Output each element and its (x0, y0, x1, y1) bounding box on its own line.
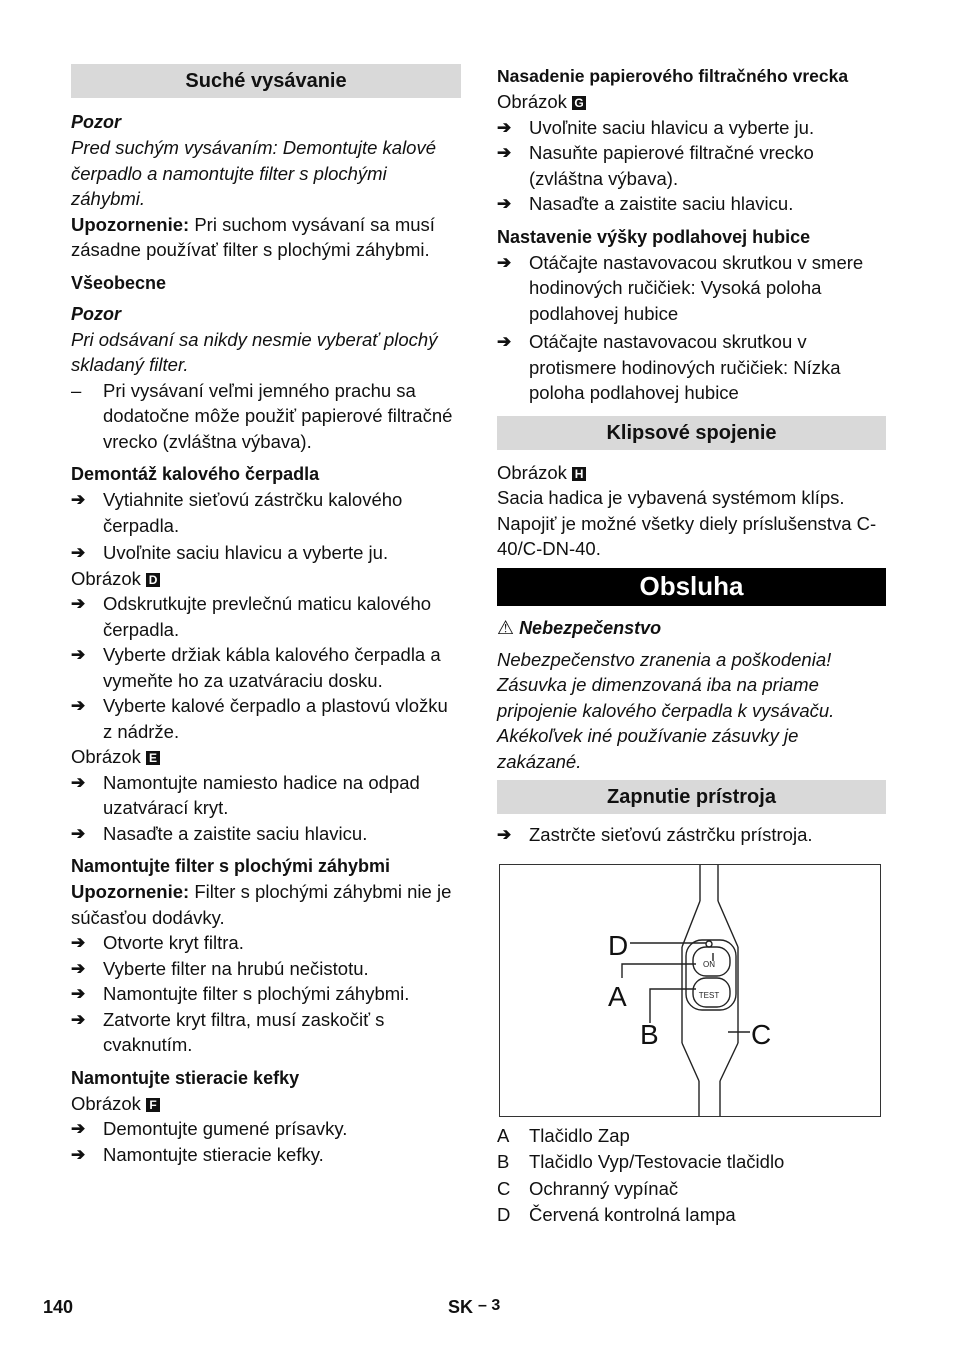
step-text: Vyberte držiak kábla kalového čerpadla a vymeňte ho za uzatváraciu dosku. (103, 644, 441, 691)
figure-ref-label: Obrázok (71, 567, 141, 589)
arrow-icon: ➔ (71, 823, 86, 843)
figure-letter-badge: H (572, 467, 586, 481)
figure-label-b: B (640, 1018, 659, 1050)
arrow-icon: ➔ (497, 194, 512, 213)
danger-label: Nebezpečenstvo (519, 617, 662, 638)
legend-item (497, 1176, 886, 1202)
note-text: Filter s plochými záhybmi nie je súčasťou dodávky. (71, 881, 452, 928)
caution-text: Pred suchým vysávaním: Demontujte kalové čerpadlo a namontujte filter s plochými záhybmi. (71, 137, 437, 209)
figure-ref-label: Obrázok (71, 746, 141, 767)
step-text: Vyberte filter na hrubú nečistotu. (103, 957, 369, 979)
step-text: Vytiahnite sieťovú zástrčku kalového čerpadla. (103, 489, 403, 536)
note-paragraph (71, 212, 461, 263)
step-text: Odskrutkujte prevlečnú maticu kalového čerpadla. (103, 593, 432, 640)
step-item (497, 329, 886, 406)
step-item (71, 1116, 461, 1142)
figure-ref-label: Obrázok (497, 91, 567, 112)
arrow-icon: ➔ (71, 696, 86, 715)
step-item (71, 540, 461, 566)
step-text: Vyberte kalové čerpadlo a plastovú vložku z nádrže. (103, 695, 448, 742)
step-item (71, 591, 461, 642)
step-item (71, 770, 461, 821)
language-page: – 3 (478, 1297, 501, 1314)
figure-letter-badge: E (146, 751, 160, 765)
switch-figure (499, 864, 881, 1117)
step-item (71, 487, 461, 538)
arrow-icon: ➔ (71, 1144, 86, 1164)
right-column (497, 64, 886, 1228)
step-item (71, 930, 461, 956)
legend-text: Tlačidlo Vyp/Testovacie tlačidlo (529, 1151, 785, 1172)
step-text: Zastrčte sieťovú zástrčku prístroja. (529, 824, 813, 845)
step-item (497, 822, 886, 848)
subheading-filter: Namontujte filter s plochými záhybmi (71, 856, 391, 876)
note-label: Upozornenie: (71, 881, 190, 902)
figure-letter-badge: F (146, 1098, 160, 1112)
subheading-paper-bag: Nasadenie papierového filtračného vrecka (497, 66, 849, 86)
note-label: Upozornenie: (71, 213, 190, 235)
caution-heading-2: Pozor (71, 303, 122, 324)
arrow-icon: ➔ (71, 772, 86, 792)
step-text: Nasaďte a zaistite saciu hlavicu. (103, 822, 368, 844)
step-item (497, 250, 886, 327)
step-item (71, 981, 461, 1007)
step-text: Namontujte stieracie kefky. (103, 1143, 324, 1165)
dash-marker: – (71, 379, 82, 401)
step-item (71, 956, 461, 982)
step-text: Zatvorte kryt filtra, musí zaskočiť s cvaknutím. (103, 1008, 385, 1055)
arrow-icon: ➔ (71, 1009, 86, 1029)
left-column (71, 64, 461, 1167)
legend-letter: B (497, 1151, 510, 1172)
figure-ref (71, 566, 461, 592)
dash-item (71, 378, 461, 455)
step-text: Uvoľnite saciu hlavicu a vyberte ju. (529, 116, 815, 138)
figure-label-d: D (608, 929, 629, 961)
danger-text: Nebezpečenstvo zranenia a poškodenia! Zásuvka je dimenzovaná iba na priame pripojenie kalového čerpadla k vysávaču. Akékoľvek iné používanie zásuvky je zakázané. (497, 648, 835, 772)
figure-ref (71, 1091, 461, 1117)
arrow-icon: ➔ (71, 984, 86, 1003)
figure-letter-badge: D (146, 573, 160, 587)
note-paragraph-2 (71, 879, 461, 930)
figure-ref-label: Obrázok (71, 1092, 141, 1114)
step-text: Otáčajte nastavovacou skrutkou v protismere hodinových ručičiek: Nízka poloha podlahovej hubice (529, 331, 841, 403)
legend-item (497, 1202, 886, 1228)
page-number: 140 (43, 1297, 74, 1317)
footer-language (448, 1297, 500, 1318)
arrow-icon: ➔ (497, 332, 512, 351)
warning-triangle-icon: ⚠ (497, 617, 515, 639)
arrow-icon: ➔ (71, 594, 86, 613)
arrow-icon: ➔ (71, 645, 86, 664)
section-title-clip-connection: Klipsové spojenie (497, 416, 886, 450)
section-title-dry-vacuum: Suché vysávanie (71, 64, 461, 98)
arrow-icon: ➔ (71, 933, 86, 952)
step-text: Namontujte filter s plochými záhybmi. (103, 983, 410, 1004)
arrow-icon: ➔ (497, 143, 512, 162)
arrow-icon: ➔ (71, 543, 86, 562)
step-item (71, 693, 461, 744)
figure-letter-badge: G (572, 96, 586, 110)
figure-ref (71, 744, 461, 770)
figure-on-label: ON (703, 959, 715, 969)
arrow-icon: ➔ (497, 117, 512, 137)
figure-ref-label: Obrázok (497, 461, 567, 483)
legend-item (497, 1149, 886, 1175)
step-item (71, 1142, 461, 1168)
legend-letter: A (497, 1124, 510, 1146)
arrow-icon: ➔ (497, 252, 512, 272)
subheading-pump-removal: Demontáž kalového čerpadla (71, 464, 320, 484)
figure-label-c: C (751, 1018, 772, 1050)
caution-text-2: Pri odsávaní sa nikdy nesmie vyberať plochý skladaný filter. (71, 328, 438, 375)
figure-label-a: A (608, 980, 627, 1012)
caution-heading: Pozor (71, 112, 122, 132)
step-text: Otáčajte nastavovacou skrutkou v smere hodinových ručičiek: Vysoká poloha podlahovej hubice (529, 251, 864, 324)
subheading-brushes: Namontujte stieracie kefky (71, 1067, 300, 1088)
legend-item (497, 1123, 886, 1149)
step-text: Nasaďte a zaistite saciu hlavicu. (529, 193, 794, 214)
step-item (497, 115, 886, 141)
step-item (71, 1007, 461, 1058)
subheading-nozzle-height: Nastavenie výšky podlahovej hubice (497, 226, 811, 247)
figure-ref (497, 89, 886, 115)
legend-letter: D (497, 1204, 511, 1225)
arrow-icon: ➔ (71, 958, 86, 978)
step-text: Demontujte gumené prísavky. (103, 1118, 348, 1139)
arrow-icon: ➔ (497, 825, 512, 844)
step-text: Otvorte kryt filtra. (103, 932, 244, 953)
chapter-title-operation: Obsluha (497, 568, 886, 606)
section-title-switch-on: Zapnutie prístroja (497, 780, 886, 814)
legend-text: Červená kontrolná lampa (529, 1204, 736, 1225)
figure-ref (497, 460, 886, 486)
switch-drawing (500, 865, 880, 1116)
step-text: Uvoľnite saciu hlavicu a vyberte ju. (103, 542, 389, 563)
legend-letter: C (497, 1177, 511, 1199)
language-code: SK (448, 1297, 474, 1317)
step-item (497, 191, 886, 217)
legend-text: Tlačidlo Zap (529, 1124, 630, 1146)
arrow-icon: ➔ (71, 1119, 86, 1138)
step-text: Nasuňte papierové filtračné vrecko (zvláštna výbava). (529, 142, 814, 189)
legend-text: Ochranný vypínač (529, 1177, 679, 1199)
note-text: Pri suchom vysávaní sa musí zásadne používať filter s plochými záhybmi. (71, 213, 435, 260)
step-item (497, 140, 886, 191)
arrow-icon: ➔ (71, 490, 86, 509)
step-text: Namontujte namiesto hadice na odpad uzatvárací kryt. (103, 771, 420, 818)
dash-text: Pri vysávaní veľmi jemného prachu sa dodatočne môže použiť papierové filtračné vrecko (zvláštna výbava). (103, 379, 453, 452)
clip-text: Sacia hadica je vybavená systémom klíps. Napojiť je možné všetky diely príslušenstva C-40/C-DN-40. (497, 487, 877, 559)
danger-heading (497, 616, 886, 641)
figure-test-label: TEST (698, 990, 720, 1000)
step-item (71, 642, 461, 693)
step-item (71, 821, 461, 847)
subheading-general: Všeobecne (71, 272, 167, 293)
